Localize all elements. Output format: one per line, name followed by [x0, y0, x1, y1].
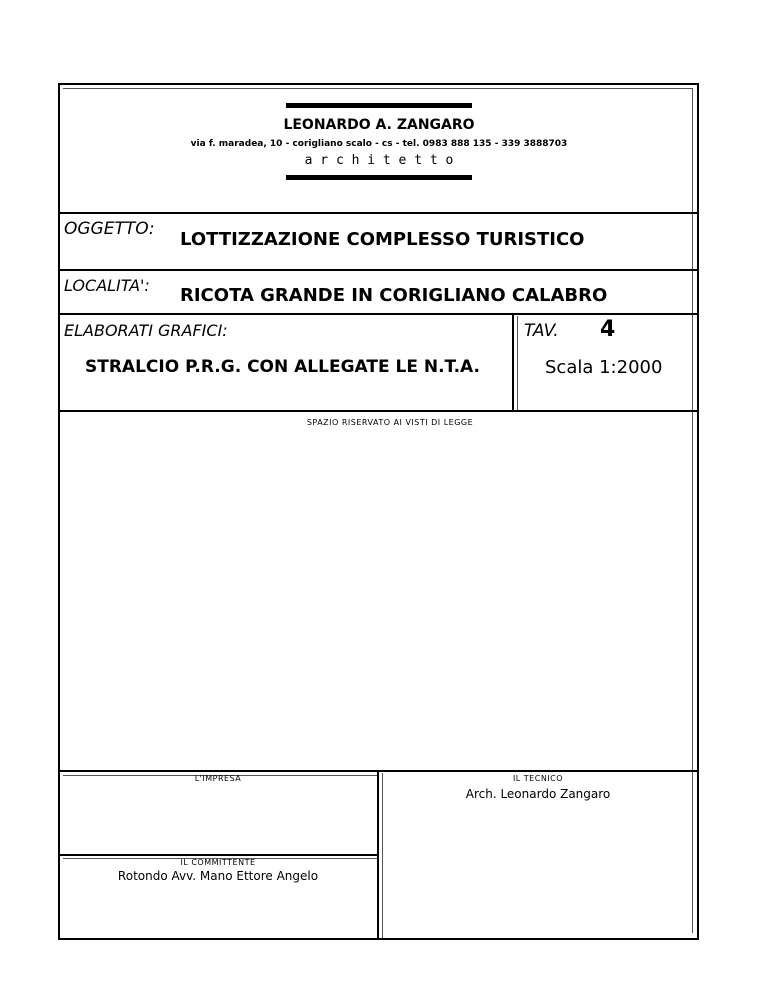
tav-number: 4: [600, 317, 616, 342]
header-rule-top: [286, 103, 472, 108]
divider-tav: [512, 313, 514, 411]
frame-right-inner: [692, 88, 693, 933]
localita-value: RICOTA GRANDE IN CORIGLIANO CALABRO: [180, 285, 608, 306]
committente-name: Rotondo Avv. Mano Ettore Angelo: [117, 869, 319, 883]
divider-elaborati: [58, 313, 699, 315]
scala-value: Scala 1:2000: [545, 357, 663, 378]
divider-localita: [58, 269, 699, 271]
frame-bottom: [58, 938, 699, 940]
spazio-riservato-label: SPAZIO RISERVATO AI VISTI DI LEGGE: [306, 418, 474, 427]
oggetto-label: OGGETTO:: [64, 219, 155, 239]
header-rule-bottom: [286, 175, 472, 180]
divider-tav-inner: [517, 316, 518, 410]
divider-oggetto: [58, 212, 699, 214]
tecnico-label: IL TECNICO: [512, 774, 564, 783]
elaborati-label: ELABORATI GRAFICI:: [64, 321, 228, 340]
architect-address: via f. maradea, 10 - corigliano scalo - cs - tel. 0983 888 135 - 339 3888703: [190, 139, 568, 149]
architect-name: LEONARDO A. ZANGARO: [283, 117, 475, 133]
tav-label: TAV.: [524, 321, 559, 341]
elaborati-value: STRALCIO P.R.G. CON ALLEGATE LE N.T.A.: [85, 357, 480, 377]
architect-profession: a r c h i t e t t o: [304, 153, 454, 168]
localita-label: LOCALITA':: [64, 276, 150, 295]
divider-committente: [58, 854, 379, 856]
impresa-label: L'IMPRESA: [194, 774, 242, 783]
frame-top: [58, 83, 699, 85]
tecnico-name: Arch. Leonardo Zangaro: [465, 787, 611, 801]
divider-spazio: [58, 410, 699, 412]
oggetto-value: LOTTIZZAZIONE COMPLESSO TURISTICO: [180, 229, 585, 250]
committente-label: IL COMMITTENTE: [180, 858, 256, 867]
frame-top-inner: [63, 88, 693, 89]
